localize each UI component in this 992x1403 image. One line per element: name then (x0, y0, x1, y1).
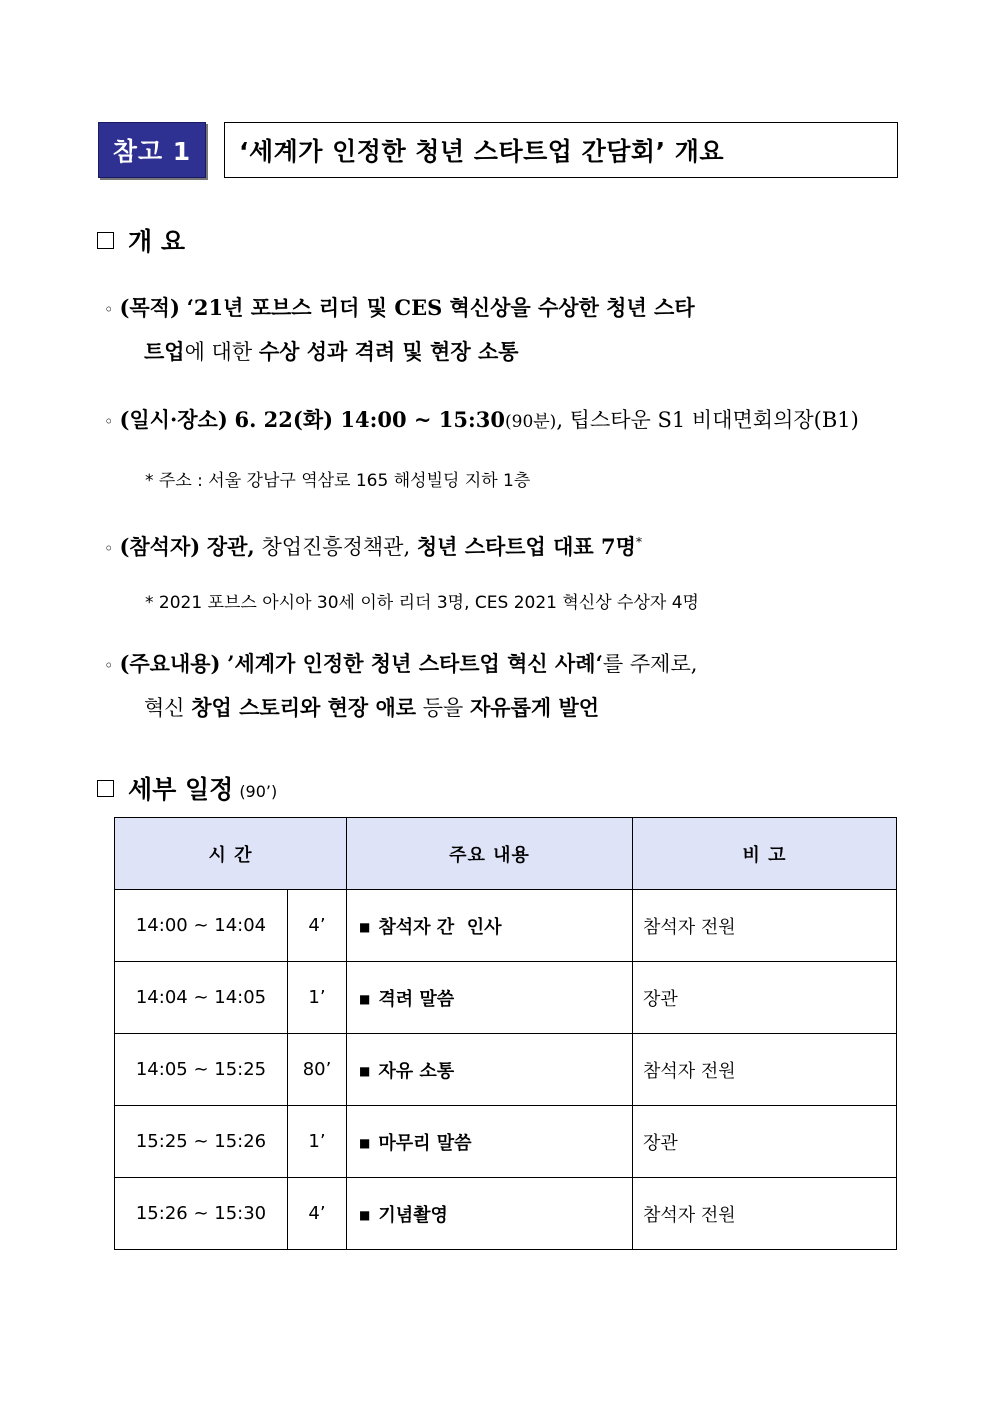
row-content (347, 1178, 633, 1250)
purpose-line2-b: 수상 성과 격려 및 현장 소통 (258, 339, 519, 364)
attendees-label: (참석자) (119, 534, 201, 559)
checkbox-square-icon (97, 780, 114, 797)
attendees-minister: 장관, (206, 534, 255, 559)
datetime-item (104, 399, 859, 443)
purpose-line1: ‘21년 포브스 리더 및 CES 혁신상을 수상한 청년 스타 (186, 295, 695, 320)
square-bullet-icon: ■ (359, 1063, 371, 1078)
row-note: 장관 (633, 962, 897, 1034)
row-mins: 1’ (288, 1106, 347, 1178)
square-bullet-icon: ■ (359, 1207, 371, 1222)
main-line2-c: 등을 (422, 696, 464, 720)
main-label: (주요내용) (119, 651, 221, 676)
schedule-table (114, 817, 897, 1250)
col-header-content: 주요 내용 (347, 818, 633, 890)
row-mins: 1’ (288, 962, 347, 1034)
schedule-heading-text: 세부 일정 (128, 775, 234, 804)
row-time: 15:25 ~ 15:26 (115, 1106, 288, 1178)
circle-bullet-icon: ◦ (104, 539, 114, 558)
purpose-item (104, 287, 695, 373)
square-bullet-icon: ■ (359, 919, 371, 934)
row-content-text: 격려 말씀 (378, 988, 455, 1010)
main-theme-suffix: 를 주제로, (602, 652, 698, 676)
purpose-line2 (104, 331, 695, 373)
row-content (347, 1106, 633, 1178)
circle-bullet-icon: ◦ (104, 656, 114, 675)
row-content-text: 마무리 말씀 (378, 1132, 472, 1154)
overview-heading-text: 개 요 (128, 227, 186, 256)
main-line2-b: 창업 스토리와 현장 애로 (191, 695, 417, 720)
address-note: * 주소 : 서울 강남구 역삼로 165 해성빌딩 지하 1층 (145, 471, 531, 491)
row-time: 14:05 ~ 15:25 (115, 1034, 288, 1106)
row-time: 14:00 ~ 14:04 (115, 890, 288, 962)
table-row (115, 1034, 897, 1106)
row-note: 장관 (633, 1106, 897, 1178)
row-mins: 4’ (288, 1178, 347, 1250)
datetime-place: , 팁스타운 S1 비대면회의장(B1) (556, 408, 859, 432)
row-content (347, 890, 633, 962)
row-content-text: 자유 소통 (378, 1060, 455, 1082)
circle-bullet-icon: ◦ (104, 412, 114, 431)
purpose-label: (목적) (119, 295, 180, 320)
col-header-note: 비 고 (633, 818, 897, 890)
col-header-time: 시 간 (115, 818, 347, 890)
overview-heading (97, 222, 185, 258)
row-content (347, 962, 633, 1034)
attendees-footnote-mark: * (635, 535, 642, 549)
main-line2 (104, 687, 697, 729)
square-bullet-icon: ■ (359, 1135, 371, 1150)
row-content (347, 1034, 633, 1106)
main-line2-d: 자유롭게 발언 (470, 695, 600, 720)
attendees-startups: 청년 스타트업 대표 7명 (416, 534, 636, 559)
main-theme: ’세계가 인정한 청년 스타트업 혁신 사례‘ (227, 651, 603, 676)
table-row (115, 1106, 897, 1178)
attendees-note: * 2021 포브스 아시아 30세 이하 리더 3명, CES 2021 혁신상 수상자 4명 (145, 593, 699, 613)
purpose-line2-normal: 에 대한 (184, 340, 253, 364)
table-header-row (115, 818, 897, 890)
datetime-value: 6. 22(화) 14:00 ~ 15:30 (234, 407, 505, 432)
attendees-item (104, 521, 642, 570)
row-note: 참석자 전원 (633, 890, 897, 962)
datetime-label: (일시·장소) (119, 407, 228, 432)
purpose-line2-a: 트업 (144, 339, 185, 364)
square-bullet-icon: ■ (359, 991, 371, 1006)
main-line2-a: 혁신 (144, 696, 185, 720)
schedule-heading (97, 770, 277, 806)
table-row (115, 962, 897, 1034)
row-note: 참석자 전원 (633, 1178, 897, 1250)
schedule-duration: (90’) (239, 781, 278, 801)
row-note: 참석자 전원 (633, 1034, 897, 1106)
attendees-officer: 창업진흥정책관, (261, 535, 411, 559)
row-content-text: 참석자 간 인사 (378, 916, 502, 938)
datetime-duration: (90분) (505, 412, 557, 432)
row-time: 14:04 ~ 14:05 (115, 962, 288, 1034)
row-content-text: 기념촬영 (378, 1204, 448, 1226)
main-content-item (104, 643, 697, 729)
checkbox-square-icon (97, 232, 114, 249)
doc-title: ‘세계가 인정한 청년 스타트업 간담회’ 개요 (224, 122, 898, 178)
doc-header (98, 122, 898, 178)
reference-tag: 참고 1 (98, 122, 206, 178)
circle-bullet-icon: ◦ (104, 300, 114, 319)
row-mins: 80’ (288, 1034, 347, 1106)
table-row (115, 1178, 897, 1250)
row-time: 15:26 ~ 15:30 (115, 1178, 288, 1250)
table-row (115, 890, 897, 962)
row-mins: 4’ (288, 890, 347, 962)
